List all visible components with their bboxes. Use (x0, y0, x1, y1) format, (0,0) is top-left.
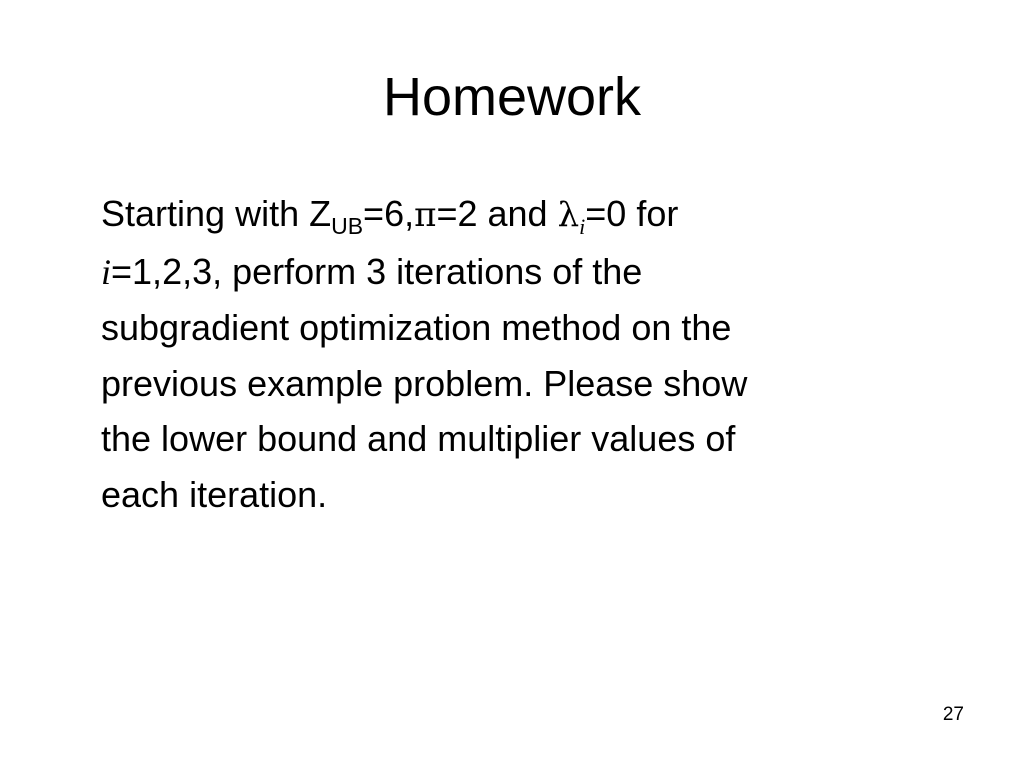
i-variable: i (101, 251, 112, 292)
body-text-eq2-and: =2 and (436, 193, 558, 234)
body-line-4: previous example problem. Please show (101, 362, 748, 404)
slide-title: Homework (382, 67, 642, 127)
body-text-eq6: =6, (363, 193, 415, 234)
body-line-2 (101, 244, 961, 301)
body-line-5: the lower bound and multiplier values of (101, 418, 736, 459)
pi-symbol: π (414, 195, 437, 235)
lambda-subscript: i (579, 214, 586, 239)
body-text-starting-with: Starting with Z (101, 193, 332, 234)
body-text-line2: =1,2,3, perform 3 iterations of the (111, 250, 643, 292)
body-line-3: subgradient optimization method on the (101, 307, 732, 348)
page-number: 27 (942, 704, 964, 725)
lambda-symbol: λ (557, 195, 580, 235)
z-subscript: UB (331, 213, 364, 239)
body-text-eq0-for: =0 for (585, 193, 679, 234)
body-line-6: each iteration. (101, 473, 328, 515)
body-line-1 (101, 186, 961, 244)
slide-body-text (101, 186, 961, 522)
